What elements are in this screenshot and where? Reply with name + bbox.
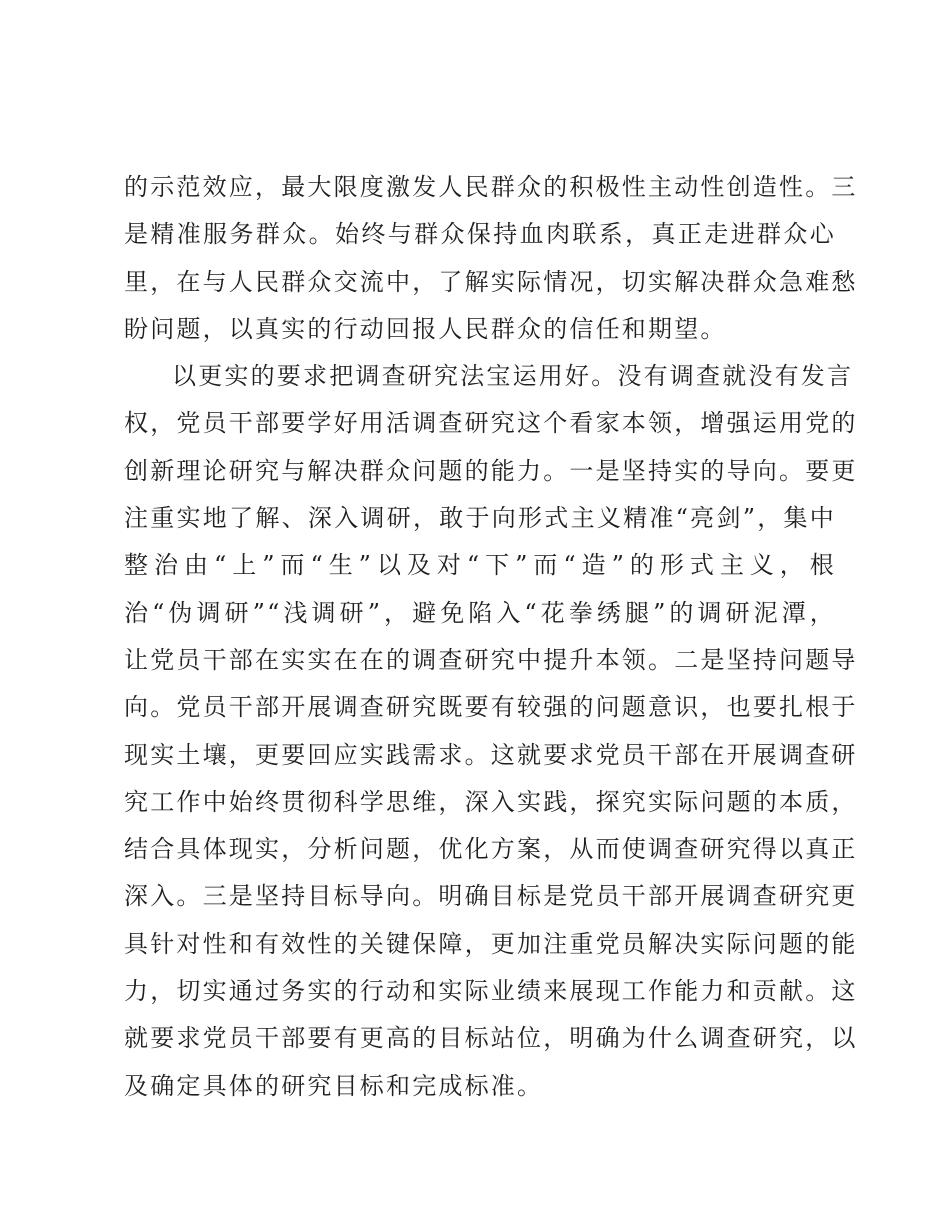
paragraph-2-line-7: 让党员干部在实实在在的调查研究中提升本领。二是坚持问题导 bbox=[124, 645, 858, 674]
paragraph-2-line-1: 以更实的要求把调查研究法宝运用好。没有调查就没有发言 bbox=[172, 362, 854, 391]
paragraph-2-line-11: 结合具体现实，分析问题，优化方案，从而使调查研究得以真正 bbox=[124, 835, 858, 864]
paragraph-2-line-14: 力，切实通过务实的行动和实际业绩来展现工作能力和贡献。这 bbox=[124, 977, 858, 1006]
paragraph-2-line-15: 就要求党员干部要有更高的目标站位，明确为什么调查研究，以 bbox=[124, 1024, 858, 1053]
paragraph-1-line-4: 盼问题，以真实的行动回报人民群众的信任和期望。 bbox=[124, 314, 727, 343]
document-body bbox=[124, 164, 858, 1110]
paragraph-2-line-3: 创新理论研究与解决群众问题的能力。一是坚持实的导向。要更 bbox=[124, 456, 858, 485]
paragraph-1-line-2: 是精准服务群众。始终与群众保持血肉联系，真正走进群众心 bbox=[124, 220, 836, 249]
paragraph-2-line-4: 注重实地了解、深入调研，敢于向形式主义精准“亮剑”，集中 bbox=[124, 504, 836, 533]
paragraph-2-line-9: 现实土壤，更要回应实践需求。这就要求党员干部在开展调查研 bbox=[124, 740, 858, 769]
paragraph-2-line-13: 具针对性和有效性的关键保障，更加注重党员解决实际问题的能 bbox=[124, 929, 858, 958]
paragraph-2-line-2: 权，党员干部要学好用活调查研究这个看家本领，增强运用党的 bbox=[124, 409, 858, 438]
paragraph-1-line-3: 里，在与人民群众交流中，了解实际情况，切实解决群众急难愁 bbox=[124, 267, 858, 296]
paragraph-2-line-8: 向。党员干部开展调查研究既要有较强的问题意识，也要扎根于 bbox=[124, 693, 858, 722]
paragraph-2-line-5: 整治由“上”而“生”以及对“下”而“造”的形式主义，根 bbox=[124, 551, 836, 580]
paragraph-1-line-1: 的示范效应，最大限度激发人民群众的积极性主动性创造性。三 bbox=[124, 173, 858, 201]
paragraph-2-line-10: 究工作中始终贯彻科学思维，深入实践，探究实际问题的本质， bbox=[124, 787, 858, 816]
paragraph-2-line-12: 深入。三是坚持目标导向。明确目标是党员干部开展调查研究更 bbox=[124, 882, 858, 911]
paragraph-2-line-6: 治“伪调研”“浅调研”，避免陷入“花拳绣腿”的调研泥潭， bbox=[124, 598, 836, 627]
paragraph-2-line-16: 及确定具体的研究目标和完成标准。 bbox=[124, 1071, 544, 1100]
